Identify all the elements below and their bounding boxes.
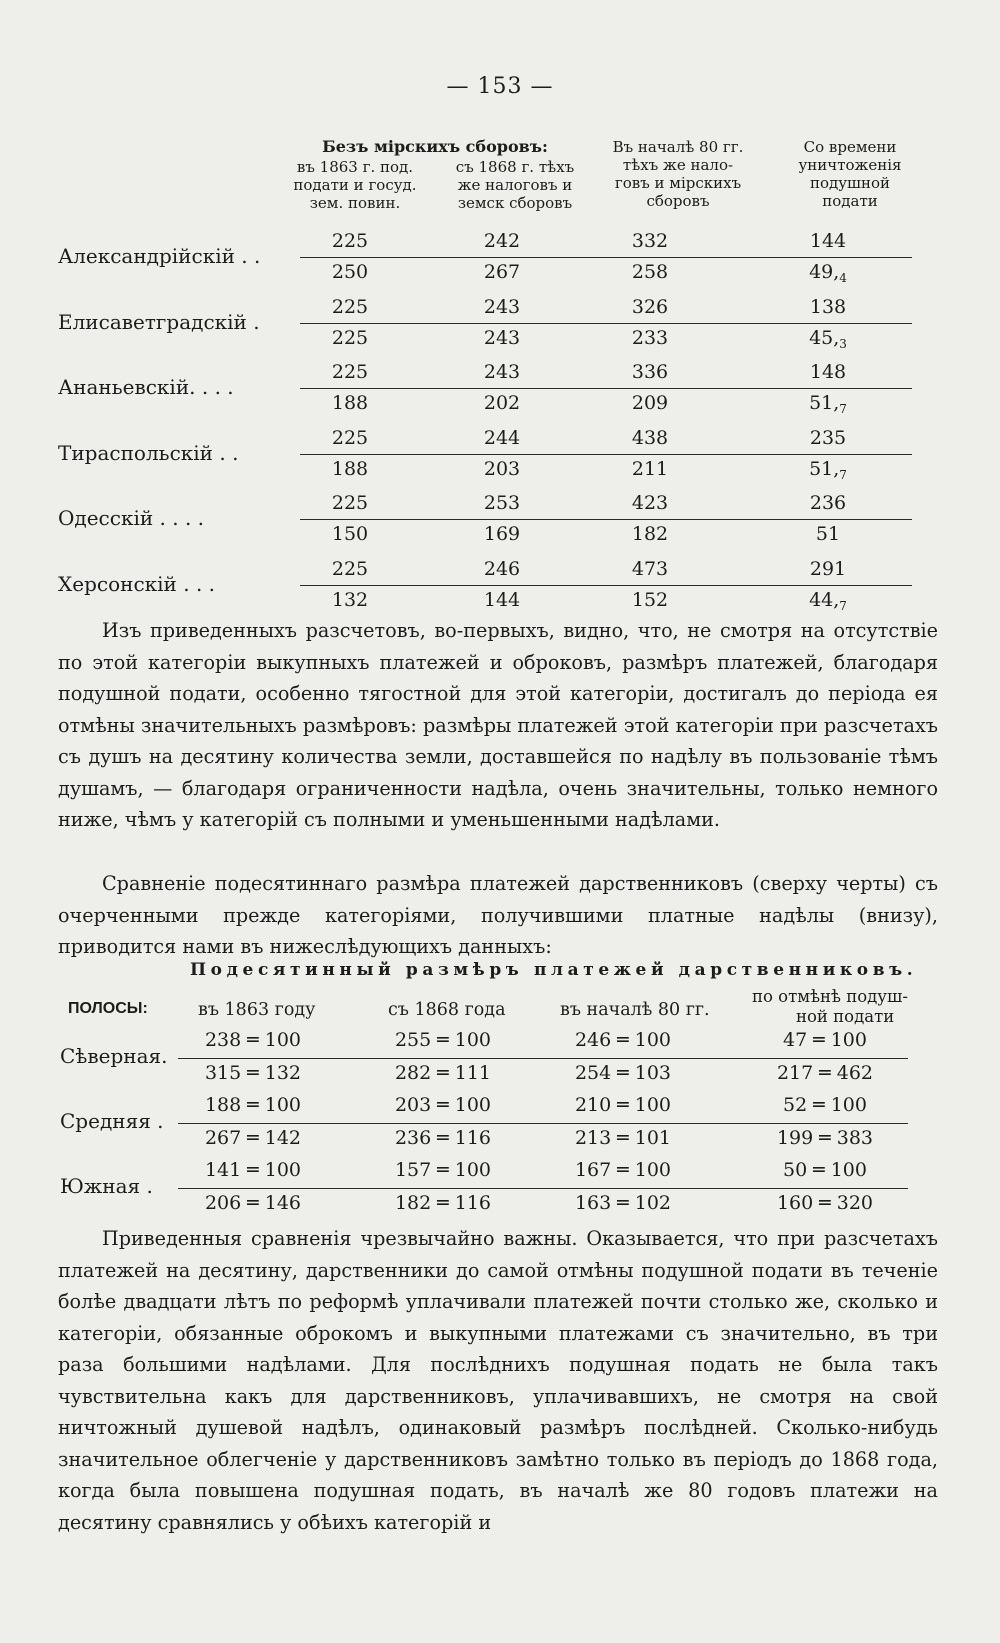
t1-cell-bottom-value: 202 [483, 392, 521, 414]
t1-cell-bottom-value: 51, [809, 457, 840, 480]
t1-col2-sub [440, 158, 590, 212]
t1-cell-bottom-subscript: 7 [839, 467, 847, 482]
t2-cell-bottom: 236 ═ 116 [394, 1127, 492, 1149]
t1-row-rule [300, 585, 912, 586]
t1-row-name: Одесскій . . . . [58, 506, 205, 530]
t1-cell-top: 253 [483, 492, 521, 514]
t2-cell-bottom: 163 ═ 102 [574, 1192, 672, 1214]
t1-col1-line: въ 1863 г. под. [296, 158, 414, 176]
t1-cell-bottom-value: 132 [331, 588, 369, 611]
t1-col3-line: Въ началѣ 80 гг. [612, 138, 744, 156]
t1-col1-sub [290, 158, 420, 212]
t2-row-rule [178, 1188, 908, 1189]
t1-col3-header [598, 138, 758, 210]
t1-row-rule [300, 454, 912, 455]
t1-cell-bottom-subscript: 7 [839, 402, 847, 416]
t1-cell-bottom-value: 209 [631, 392, 669, 414]
t1-cell-bottom [590, 589, 710, 611]
t1-cell-bottom [442, 261, 562, 283]
t1-cell-top: 225 [331, 295, 369, 318]
t1-cell-bottom [590, 261, 710, 283]
t2-header-abolition-b: ной подати [796, 1007, 895, 1026]
t1-cell-bottom-value: 169 [483, 523, 521, 545]
page-number: — 153 — [446, 74, 554, 99]
t1-row-name: Ананьевскій. . . . [58, 375, 234, 399]
t1-cell-bottom-value: 243 [483, 326, 521, 349]
t1-row-name: Елисаветградскій . [58, 309, 260, 334]
t1-cell-top: 246 [483, 557, 521, 580]
t1-cell-bottom-value: 49, [809, 261, 840, 283]
t1-col4-line: Со времени [803, 138, 897, 156]
t1-cell-bottom [290, 523, 410, 545]
t1-cell-top: 423 [631, 492, 669, 514]
t1-col1-title: Безъ мірскихъ сборовъ: [322, 137, 548, 156]
t1-cell-top: 148 [809, 361, 847, 383]
t1-cell-bottom [768, 589, 888, 613]
t1-cell-bottom-value: 258 [631, 261, 669, 283]
t1-cell-bottom [590, 327, 710, 349]
t1-cell-bottom [442, 392, 562, 414]
t1-cell-bottom-value: 203 [483, 457, 521, 480]
t1-cell-bottom-value: 211 [631, 457, 669, 480]
t1-cell-bottom-value: 150 [331, 523, 369, 545]
t1-cell-bottom-value: 51, [809, 392, 840, 414]
t2-cell-top: 246 ═ 100 [574, 1029, 672, 1051]
t1-cell-bottom [768, 458, 888, 482]
t2-cell-bottom: 282 ═ 111 [394, 1062, 492, 1084]
t1-cell-bottom [442, 327, 562, 349]
t1-cell-bottom-value: 44, [809, 588, 840, 611]
t1-row-name: Херсонскій . . . [58, 571, 216, 596]
t1-row-name: Александрійскій . . [58, 244, 261, 268]
t1-cell-bottom [590, 458, 710, 480]
t1-cell-top: 244 [483, 426, 521, 449]
t2-cell-bottom: 217 ═ 462 [776, 1062, 874, 1084]
t1-cell-bottom [442, 458, 562, 480]
t1-cell-bottom [290, 261, 410, 283]
t1-cell-bottom-value: 152 [631, 588, 669, 611]
t1-col3-line: сборовъ [646, 192, 710, 210]
t1-row-rule [300, 388, 912, 389]
t1-cell-bottom [290, 458, 410, 480]
t1-cell-bottom-subscript: 4 [839, 271, 847, 285]
t2-header-polosy: ПОЛОСЫ: [68, 1000, 148, 1017]
paragraph-3-text: Приведенныя сравненія чрезвычайно важны. Оказывается, что при разсчетахъ платежей на десятину, дарственники до самой отмѣны подушной подати въ теченіе болѣе двадцати лѣтъ по реформѣ уплачивали платежей почти столько же, сколько и категоріи, обязанные оброкомъ и выкупными платежами съ значительно, въ три раза большими надѣлами. Для послѣднихъ подушная подать не была такъ чувствительна какъ для дарственниковъ, уплачивавшихъ, не смотря на свой ничтожный душевой надѣлъ, одинаковый размѣръ послѣдней. Сколько-нибудь значительное облегченіе у дарственниковъ замѣтно только въ періодъ до 1868 года, когда была повышена подушная подать, въ началѣ же 80 годовъ платежи на десятину сравнялись у обѣихъ категорій и [58, 1227, 938, 1534]
t2-cell-top: 188 ═ 100 [204, 1094, 302, 1116]
t1-cell-bottom-value: 182 [631, 523, 669, 545]
t1-cell-top: 473 [631, 557, 669, 580]
t1-row-rule [300, 257, 912, 258]
t1-col1-line: зем. повин. [309, 194, 401, 212]
t1-cell-top: 332 [631, 230, 669, 252]
t1-col4-header [780, 138, 920, 210]
t2-cell-top: 238 ═ 100 [204, 1029, 302, 1051]
t2-cell-top: 157 ═ 100 [394, 1159, 492, 1181]
t1-cell-bottom-value: 188 [331, 392, 369, 414]
t2-cell-bottom: 160 ═ 320 [776, 1192, 874, 1214]
t1-cell-top: 225 [331, 426, 369, 449]
t1-cell-bottom [290, 327, 410, 349]
t1-cell-top: 225 [331, 557, 369, 580]
t2-cell-bottom: 315 ═ 132 [204, 1062, 302, 1084]
paragraph-1 [58, 615, 938, 836]
t1-col3-line: тѣхъ же нало- [622, 156, 734, 174]
t2-header-1868: съ 1868 года [388, 1000, 506, 1020]
t1-cell-bottom-value: 267 [483, 261, 521, 283]
t1-col4-line: уничтоженія [798, 156, 902, 174]
t1-cell-bottom [590, 392, 710, 414]
t2-cell-bottom: 254 ═ 103 [574, 1062, 672, 1084]
t1-col1-line: подати и госуд. [293, 176, 417, 194]
paragraph-3 [58, 1223, 938, 1538]
t1-cell-top: 326 [631, 295, 669, 318]
t2-cell-top: 255 ═ 100 [394, 1029, 492, 1051]
t1-col2-line: съ 1868 г. тѣхъ [455, 158, 575, 176]
t1-cell-top: 138 [809, 295, 847, 318]
t1-cell-bottom-value: 188 [331, 457, 369, 480]
paragraph-2 [58, 868, 938, 963]
t1-cell-bottom [290, 392, 410, 414]
t2-cell-bottom: 206 ═ 146 [204, 1192, 302, 1214]
paragraph-2-text: Сравненіе подесятиннаго размѣра платежей дарственниковъ (сверху черты) съ очерченными прежде категоріями, получившими платные надѣлы (внизу), приводится нами въ нижеслѣдующихъ данныхъ: [58, 872, 938, 958]
t1-col2-line: земск сборовъ [457, 194, 573, 212]
t1-col2-line: же налоговъ и [457, 176, 573, 194]
t2-cell-bottom: 213 ═ 101 [574, 1127, 672, 1149]
t1-cell-bottom [442, 589, 562, 611]
t2-cell-top: 167 ═ 100 [574, 1159, 672, 1181]
t2-cell-bottom: 182 ═ 116 [394, 1192, 492, 1214]
t2-region-name: Средняя . [60, 1109, 164, 1133]
paragraph-1-text: Изъ приведенныхъ разсчетовъ, во-первыхъ, видно, что, не смотря на отсутствіе по этой категоріи выкупныхъ платежей и оброковъ, размѣръ платежей, благодаря подушной подати, особенно тягостной для этой категоріи, достигалъ до періода ея отмѣны значительныхъ размѣровъ: размѣры платежей этой категоріи при разсчетахъ съ душъ на десятину количества земли, доставшейся по надѣлу въ пользованіе тѣмъ душамъ, — благодаря ограниченности надѣла, очень значительны, только немного ниже, чѣмъ у категорій съ полными и уменьшенными надѣлами. [58, 619, 938, 831]
t1-col1-title-block [290, 138, 580, 156]
t2-cell-top: 50 ═ 100 [783, 1159, 867, 1181]
t2-cell-bottom: 199 ═ 383 [776, 1127, 874, 1149]
t2-row-rule [178, 1058, 908, 1059]
t1-cell-top: 336 [631, 361, 669, 383]
t1-cell-bottom [290, 589, 410, 611]
t1-row-name: Тираспольскій . . [58, 440, 239, 465]
t1-cell-bottom-subscript: 7 [839, 598, 847, 613]
t1-cell-top: 225 [331, 230, 369, 252]
t1-cell-bottom-subscript: 3 [839, 336, 847, 351]
t2-row-rule [178, 1123, 908, 1124]
t1-cell-bottom [768, 523, 888, 545]
t1-cell-top: 235 [809, 426, 847, 449]
table2-title: Подесятинный размѣръ платежей дарственниковъ. [190, 960, 918, 980]
t1-cell-top: 144 [809, 230, 847, 252]
t1-cell-top: 242 [483, 230, 521, 252]
t1-col4-line: подушной [809, 174, 891, 192]
t2-region-name: Южная . [60, 1174, 153, 1198]
t1-cell-top: 225 [331, 361, 369, 383]
t2-header-abolition-a: по отмѣнѣ подуш- [752, 987, 908, 1006]
t1-cell-bottom-value: 250 [331, 261, 369, 283]
t1-cell-bottom [590, 523, 710, 545]
t2-header-1863: въ 1863 году [198, 1000, 316, 1020]
t1-cell-top: 243 [483, 361, 521, 383]
t1-cell-bottom-value: 233 [631, 326, 669, 349]
t2-cell-top: 52 ═ 100 [783, 1094, 867, 1116]
t1-cell-bottom [768, 327, 888, 351]
t1-cell-bottom-value: 225 [331, 326, 369, 349]
t1-cell-bottom-value: 45, [809, 326, 840, 349]
t1-cell-bottom-value: 51 [815, 523, 841, 545]
t2-cell-top: 47 ═ 100 [783, 1029, 867, 1051]
t1-cell-bottom-value: 144 [483, 588, 521, 611]
t2-header-80s: въ началѣ 80 гг. [560, 1000, 710, 1020]
t2-cell-bottom: 267 ═ 142 [204, 1127, 302, 1149]
t1-cell-top: 438 [631, 426, 669, 449]
t2-cell-top: 203 ═ 100 [394, 1094, 492, 1116]
t1-row-rule [300, 519, 912, 520]
t1-col3-line: говъ и мірскихъ [614, 174, 742, 192]
t2-cell-top: 210 ═ 100 [574, 1094, 672, 1116]
t1-cell-bottom [768, 392, 888, 416]
t2-region-name: Сѣверная. [60, 1044, 168, 1068]
t1-cell-top: 225 [331, 492, 369, 514]
t1-cell-bottom [768, 261, 888, 285]
t1-cell-top: 291 [809, 557, 847, 580]
t2-cell-top: 141 ═ 100 [204, 1159, 302, 1181]
t1-cell-bottom [442, 523, 562, 545]
t1-row-rule [300, 323, 912, 324]
t1-cell-top: 236 [809, 492, 847, 514]
t1-col4-line: подати [822, 192, 878, 210]
t1-cell-top: 243 [483, 295, 521, 318]
